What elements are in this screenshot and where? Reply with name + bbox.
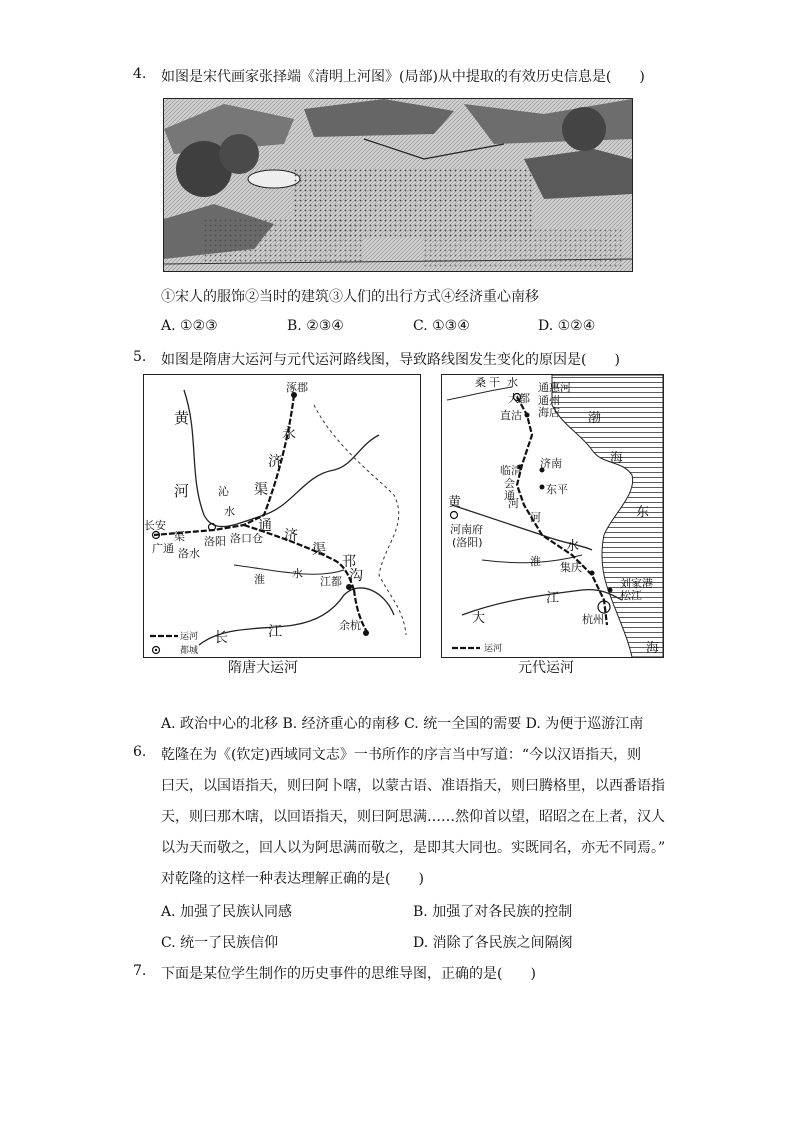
map-left-label-yuhang: 余杭 bbox=[339, 619, 361, 632]
map-right-label-huai: 淮 bbox=[530, 555, 541, 568]
q6-line-2: 曰天，以国语指天，则曰阿卜嗐，以蒙古语、准语指天，则曰腾格里，以西番语指 bbox=[161, 778, 665, 794]
q5-stem: 如图是隋唐大运河与元代运河路线图，导致路线图发生变化的原因是( ) bbox=[161, 352, 620, 368]
map-left-label-huang: 黄 bbox=[174, 409, 190, 427]
q6-line-3: 天，则曰那木嗐，以回语指天，则曰阿思满……然仰首以望，昭昭之在上者，汉人 bbox=[161, 809, 665, 825]
q4-info: ①宋人的服饰②当时的建筑③人们的出行方式④经济重心南移 bbox=[161, 289, 539, 305]
q4-number: 4. bbox=[133, 66, 147, 82]
q5-options: A. 政治中心的北移 B. 经济重心的南移 C. 统一全国的需要 D. 为便于巡游江南 bbox=[161, 716, 644, 732]
q6-line-5: 对乾隆的这样一种表达理解正确的是( ) bbox=[161, 871, 424, 887]
map-right-label-sang: 桑 bbox=[475, 376, 486, 389]
map-right-label-tonghuihe: 通惠河 bbox=[538, 381, 571, 394]
map-left-label-tong: 通 bbox=[258, 518, 272, 534]
map-right-label-zhigu: 直沽 bbox=[500, 409, 522, 422]
map-left-label-han: 邗 bbox=[342, 554, 356, 570]
map-right-label-huang: 黄 bbox=[448, 495, 462, 510]
map-right-label-jiang: 江 bbox=[546, 591, 560, 606]
map-right-label-dongping: 东平 bbox=[546, 483, 568, 496]
map-left-label-guangtong: 广通 bbox=[152, 542, 174, 555]
map-right-label-shui: 水 bbox=[507, 376, 518, 389]
map-right-label-dong: 东 bbox=[636, 505, 650, 520]
map-left-label-gou: 沟 bbox=[349, 568, 363, 584]
map-right-label-da: 大 bbox=[472, 611, 486, 626]
map-right-label-bo: 渤 bbox=[588, 411, 602, 426]
map-left-label-yong: 永 bbox=[282, 426, 296, 442]
q4-option-a: A. ①②③ bbox=[161, 318, 218, 334]
map-right-label-hai1: 海 bbox=[610, 451, 624, 466]
map-right-label-haidian: 海店 bbox=[538, 406, 560, 419]
map-right-label-he2: 河 bbox=[530, 511, 541, 524]
map-left-label-jiang: 江 bbox=[268, 624, 282, 640]
map-right-label-luoyang: (洛阳) bbox=[452, 536, 483, 549]
q6-line-1: 乾隆在为《(钦定)西域同文志》一书所作的序言当中写道：“今以汉语指天，则 bbox=[161, 747, 642, 763]
map-left-label-changan: 长安 bbox=[144, 519, 166, 532]
q6-option-d: D. 消除了各民族之间隔阂 bbox=[413, 935, 573, 951]
map-left-legend-capital: 都城 bbox=[180, 646, 199, 656]
map-left-label-huai: 淮 bbox=[254, 573, 265, 586]
q7-stem: 下面是某位学生制作的历史事件的思维导图，正确的是( ) bbox=[161, 966, 536, 982]
map-right-legend-canal: 运河 bbox=[484, 644, 503, 654]
map-right-label-tongzhou: 通州 bbox=[538, 394, 560, 407]
map-left-caption: 隋唐大运河 bbox=[228, 660, 298, 676]
q6-option-b: B. 加强了对各民族的控制 bbox=[413, 904, 573, 920]
q4-option-c: C. ①③④ bbox=[413, 318, 470, 334]
q6-number: 6. bbox=[133, 744, 147, 760]
map-right-label-hangzhou: 杭州 bbox=[582, 613, 604, 626]
q4-option-d: D. ①②④ bbox=[538, 318, 596, 334]
q4-option-b: B. ②③④ bbox=[287, 318, 344, 334]
map-left-label-ji1: 济 bbox=[268, 454, 282, 470]
map-right-label-henanfu: 河南府 bbox=[450, 523, 483, 536]
map-right-label-he1: 河 bbox=[508, 497, 519, 510]
map-left-label-ji2: 济 bbox=[284, 528, 298, 544]
q5-number: 5. bbox=[133, 349, 147, 365]
map-right-label-tong: 通 bbox=[504, 489, 515, 502]
map-left-label-jiangdu: 江都 bbox=[320, 575, 342, 588]
map-left-label-qu3: 渠 bbox=[312, 542, 326, 558]
map-right-label-gan: 干 bbox=[489, 376, 500, 389]
painting-sketch bbox=[164, 99, 632, 271]
map-left-label-shui2: 水 bbox=[292, 567, 303, 580]
qingming-painting-image bbox=[163, 98, 633, 272]
map-left-label-luoshui: 洛水 bbox=[178, 547, 200, 560]
map-right-label-linqing: 临清 bbox=[500, 464, 522, 477]
map-right-label-hui: 会 bbox=[504, 477, 515, 490]
map-right-label-dadu: 大都 bbox=[508, 392, 530, 405]
q6-line-4: 以为天而敬之，回人以为阿思满而敬之，是即其大同也。实既同名，亦无不同焉。” bbox=[161, 840, 666, 856]
map-right-label-shui2: 水 bbox=[566, 539, 580, 554]
map-left-label-chang: 长 bbox=[214, 630, 228, 646]
map-left-label-qin: 沁 bbox=[218, 485, 229, 498]
map-right-label-hai2: 海 bbox=[646, 641, 660, 656]
map-right-caption: 元代运河 bbox=[518, 660, 574, 676]
q6-option-c: C. 统一了民族信仰 bbox=[161, 935, 279, 951]
map-left-label-he: 河 bbox=[174, 482, 190, 500]
sui-tang-canal-map bbox=[143, 374, 421, 658]
map-left-label-luokoucang: 洛口仓 bbox=[230, 532, 263, 545]
map-right-label-jinan: 济南 bbox=[540, 457, 562, 470]
map-left-label-shui1: 水 bbox=[224, 505, 235, 518]
map-left-label-luoyang: 洛阳 bbox=[204, 535, 226, 548]
q7-number: 7. bbox=[133, 963, 147, 979]
map-left-legend-canal: 运河 bbox=[180, 632, 199, 642]
map-left-label-qu2: 渠 bbox=[174, 530, 185, 543]
map-right-label-jiqing: 集庆 bbox=[560, 561, 582, 574]
q6-option-a: A. 加强了民族认同感 bbox=[161, 904, 293, 920]
map-right-label-songjiang: 松江 bbox=[620, 589, 642, 602]
map-left-label-qu1: 渠 bbox=[254, 482, 268, 498]
yuan-canal-map bbox=[441, 374, 664, 658]
q4-stem: 如图是宋代画家张择端《清明上河图》(局部)从中提取的有效历史信息是( ) bbox=[161, 69, 645, 85]
map-left-label-zhuojun: 涿郡 bbox=[286, 381, 308, 394]
map-right-label-liujiagang: 刘家港 bbox=[620, 577, 653, 590]
